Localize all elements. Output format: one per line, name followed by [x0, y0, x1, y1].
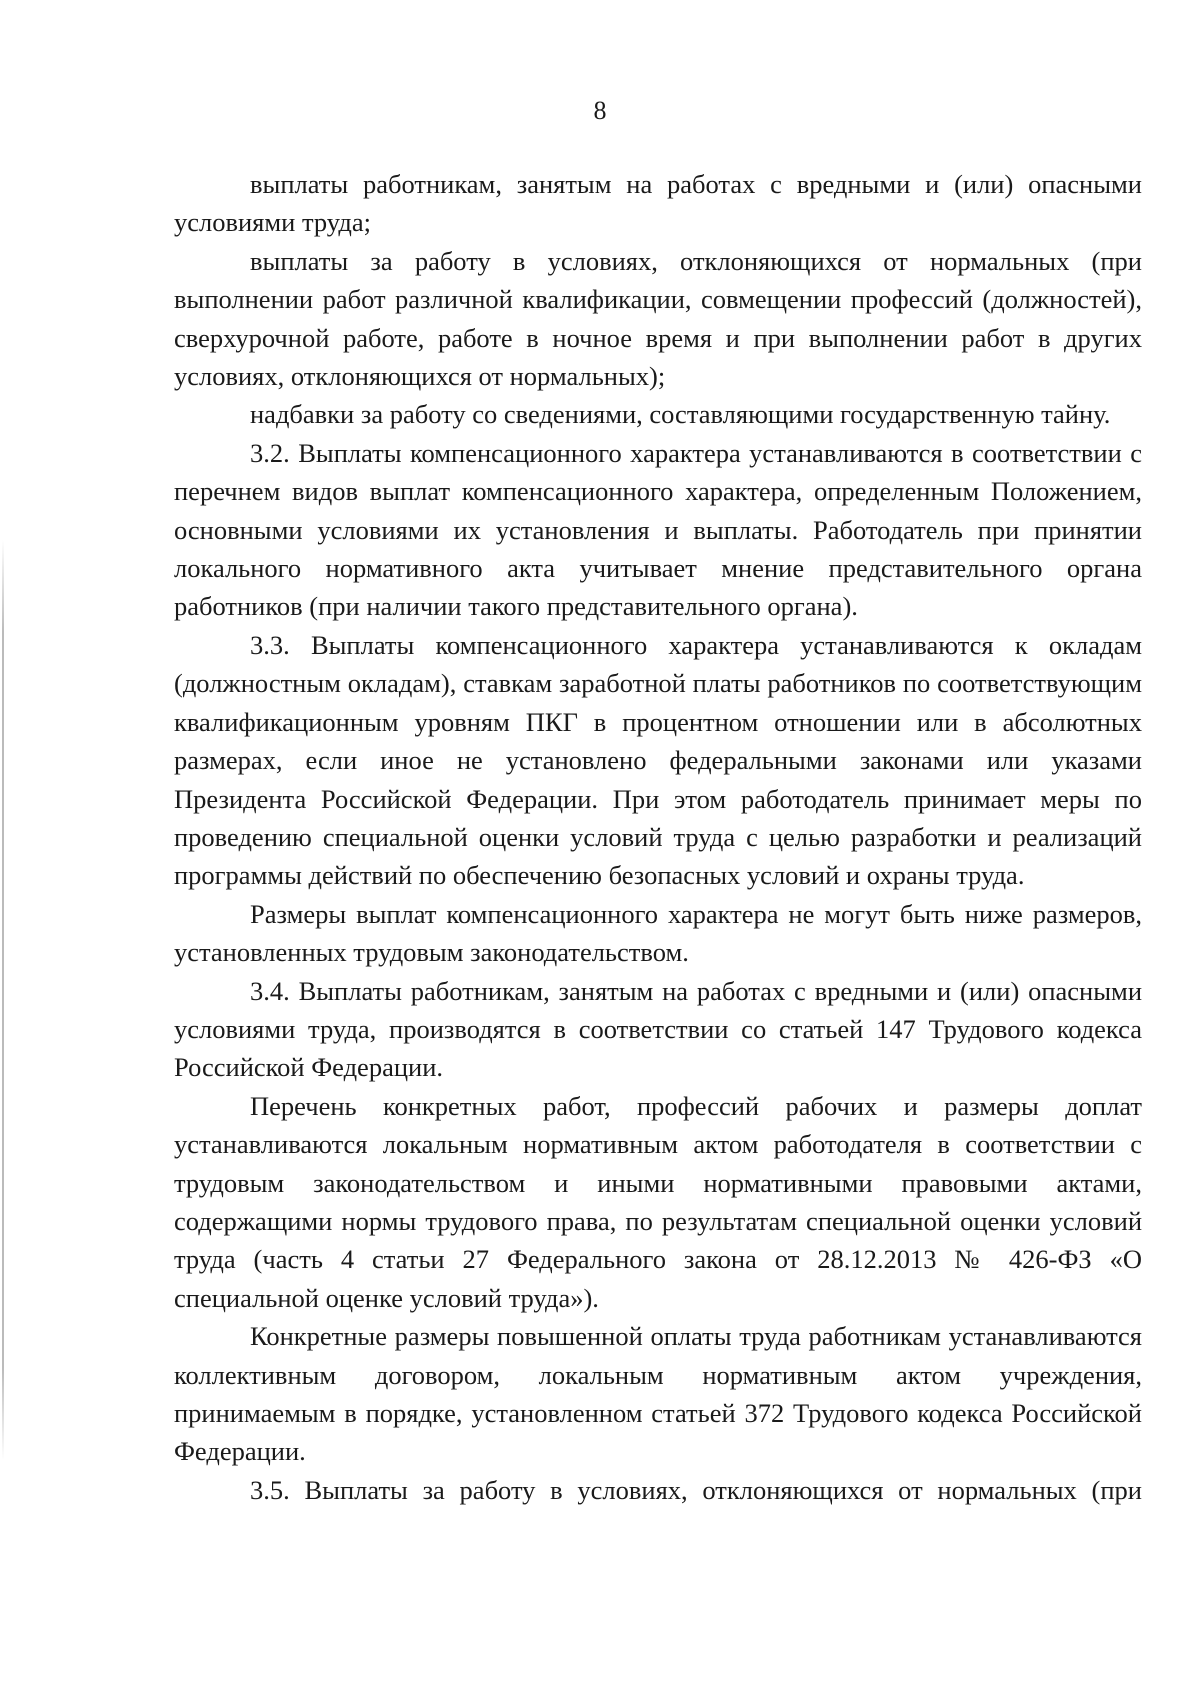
paragraph-section-3-5: 3.5. Выплаты за работу в условиях, отклоняющихся от нормальных (при — [250, 1474, 1142, 1505]
paragraph-hazard-payments: выплаты работникам, занятым на работах с вредными и (или) опасными условиями труда; — [174, 169, 1142, 238]
paragraph-abnormal-conditions: выплаты за работу в условиях, отклоняющихся от нормальных (при выполнении работ различной квалификации, совмещении профессий (должностей), сверхурочной работе, работе в ночное время и при выполнении работ в других условиях, отклоняющихся от нормальных); — [174, 245, 1142, 392]
paragraph-increased-pay: Конкретные размеры повышенной оплаты труда работникам устанавливаются коллективным договором, локальным нормативным актом учреждения, принимаемым в порядке, установленном статьей 372 Трудового кодекса Российской Федерации. — [174, 1321, 1142, 1467]
paragraph-section-3-2: 3.2. Выплаты компенсационного характера устанавливаются в соответствии с перечнем видов выплат компенсационного характера, определенным Положением, основными условиями их установления и выплаты. Работодатель при принятии локального нормативного акта учитывает мнение представительного органа работников (при наличии такого представительного органа). — [174, 437, 1142, 622]
paragraph-state-secret-allowance: надбавки за работу со сведениями, составляющими государственную тайну. — [250, 399, 1111, 430]
document-body — [174, 165, 1142, 1509]
paragraph-compensation-minimum: Размеры выплат компенсационного характера не могут быть ниже размеров, установленных трудовым законодательством. — [174, 898, 1142, 968]
page-number: 8 — [593, 96, 607, 125]
scan-edge-shadow — [2, 540, 4, 1460]
paragraph-section-3-3: 3.3. Выплаты компенсационного характера устанавливаются к окладам (должностным окладам), ставкам заработной платы работников по соответствующим квалификационным уровням ПКГ в процентном отношении или в абсолютных размерах, если иное не установлено федеральными законами или указами Президента Российской Федерации. При этом работодатель принимает меры по проведению специальной оценки условий труда с целью разработки и реализаций программы действий по обеспечению безопасных условий и охраны труда. — [174, 629, 1142, 891]
paragraph-list-of-works: Перечень конкретных работ, профессий рабочих и размеры доплат устанавливаются локальным нормативным актом работодателя в соответствии с трудовым законодательством и иными нормативными правовыми актами, содержащими нормы трудового права, по результатам специальной оценки условий труда (часть 4 статьи 27 Федерального закона от 28.12.2013 № 426-ФЗ «О специальной оценке условий труда»). — [174, 1090, 1142, 1313]
paragraph-section-3-4: 3.4. Выплаты работникам, занятым на работах с вредными и (или) опасными условиями труда, производятся в соответствии со статьей 147 Трудового кодекса Российской Федерации. — [174, 975, 1142, 1083]
